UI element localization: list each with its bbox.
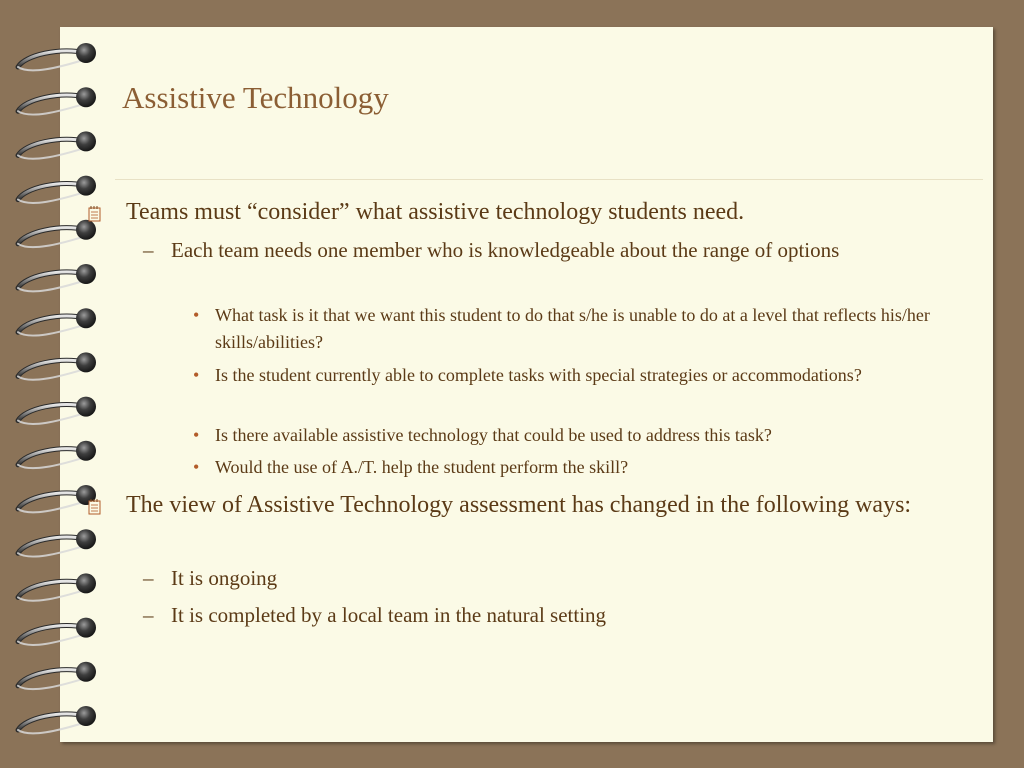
dot-marker: • (193, 365, 200, 385)
spiral-coil (18, 706, 96, 733)
bullet-text: Teams must “consider” what assistive technology students need. (126, 199, 745, 225)
detail-bullet-item (193, 302, 935, 356)
spiral-coil (18, 618, 96, 645)
sub-bullet-item (143, 235, 931, 266)
dot-marker: • (193, 305, 200, 325)
spiral-coil (18, 308, 96, 335)
detail-bullet-text: Would the use of A./T. help the student perform the skill? (215, 457, 629, 477)
spiral-coil (18, 573, 96, 600)
sub-bullet-text: It is completed by a local team in the natural setting (171, 603, 607, 627)
spiral-coil (18, 485, 96, 512)
sub-bullet-text: It is ongoing (171, 566, 278, 590)
spiral-coil (18, 397, 96, 424)
spiral-coil (18, 43, 96, 70)
spiral-coil (18, 131, 96, 158)
title-divider (115, 179, 983, 180)
spiral-coil (18, 352, 96, 379)
spiral-coil (18, 529, 96, 556)
detail-bullet-item (193, 422, 935, 449)
spiral-coil (18, 264, 96, 291)
detail-bullet-text: Is there available assistive technology that could be used to address this task? (215, 425, 772, 445)
spiral-coil (18, 662, 96, 689)
spiral-coil (18, 87, 96, 114)
sub-bullet-text: Each team needs one member who is knowledgeable about the range of options (171, 238, 840, 262)
bullet-text: The view of Assistive Technology assessment has changed in the following ways: (126, 492, 912, 518)
notepad-bullet-icon (88, 205, 102, 222)
slide-title: Assistive Technology (122, 80, 389, 115)
spiral-coil (18, 176, 96, 203)
detail-bullet-text: What task is it that we want this student to do that s/he is unable to do at a level that reflects his/her skills/abilities? (215, 305, 930, 352)
spiral-coil (18, 441, 96, 468)
sub-bullet-item (143, 563, 931, 594)
dash-marker: – (143, 603, 154, 627)
detail-bullet-item (193, 362, 935, 389)
dash-marker: – (143, 566, 154, 590)
sub-bullet-item (143, 600, 931, 631)
spiral-binding (0, 0, 110, 768)
dash-marker: – (143, 238, 154, 262)
detail-bullet-item (193, 454, 935, 481)
dot-marker: • (193, 457, 200, 477)
notepad-bullet-icon (88, 498, 102, 515)
detail-bullet-text: Is the student currently able to complete tasks with special strategies or accommodations? (215, 365, 862, 385)
dot-marker: • (193, 425, 200, 445)
bullet-item (126, 489, 926, 522)
spiral-coil (18, 220, 96, 247)
bullet-item (126, 196, 926, 229)
